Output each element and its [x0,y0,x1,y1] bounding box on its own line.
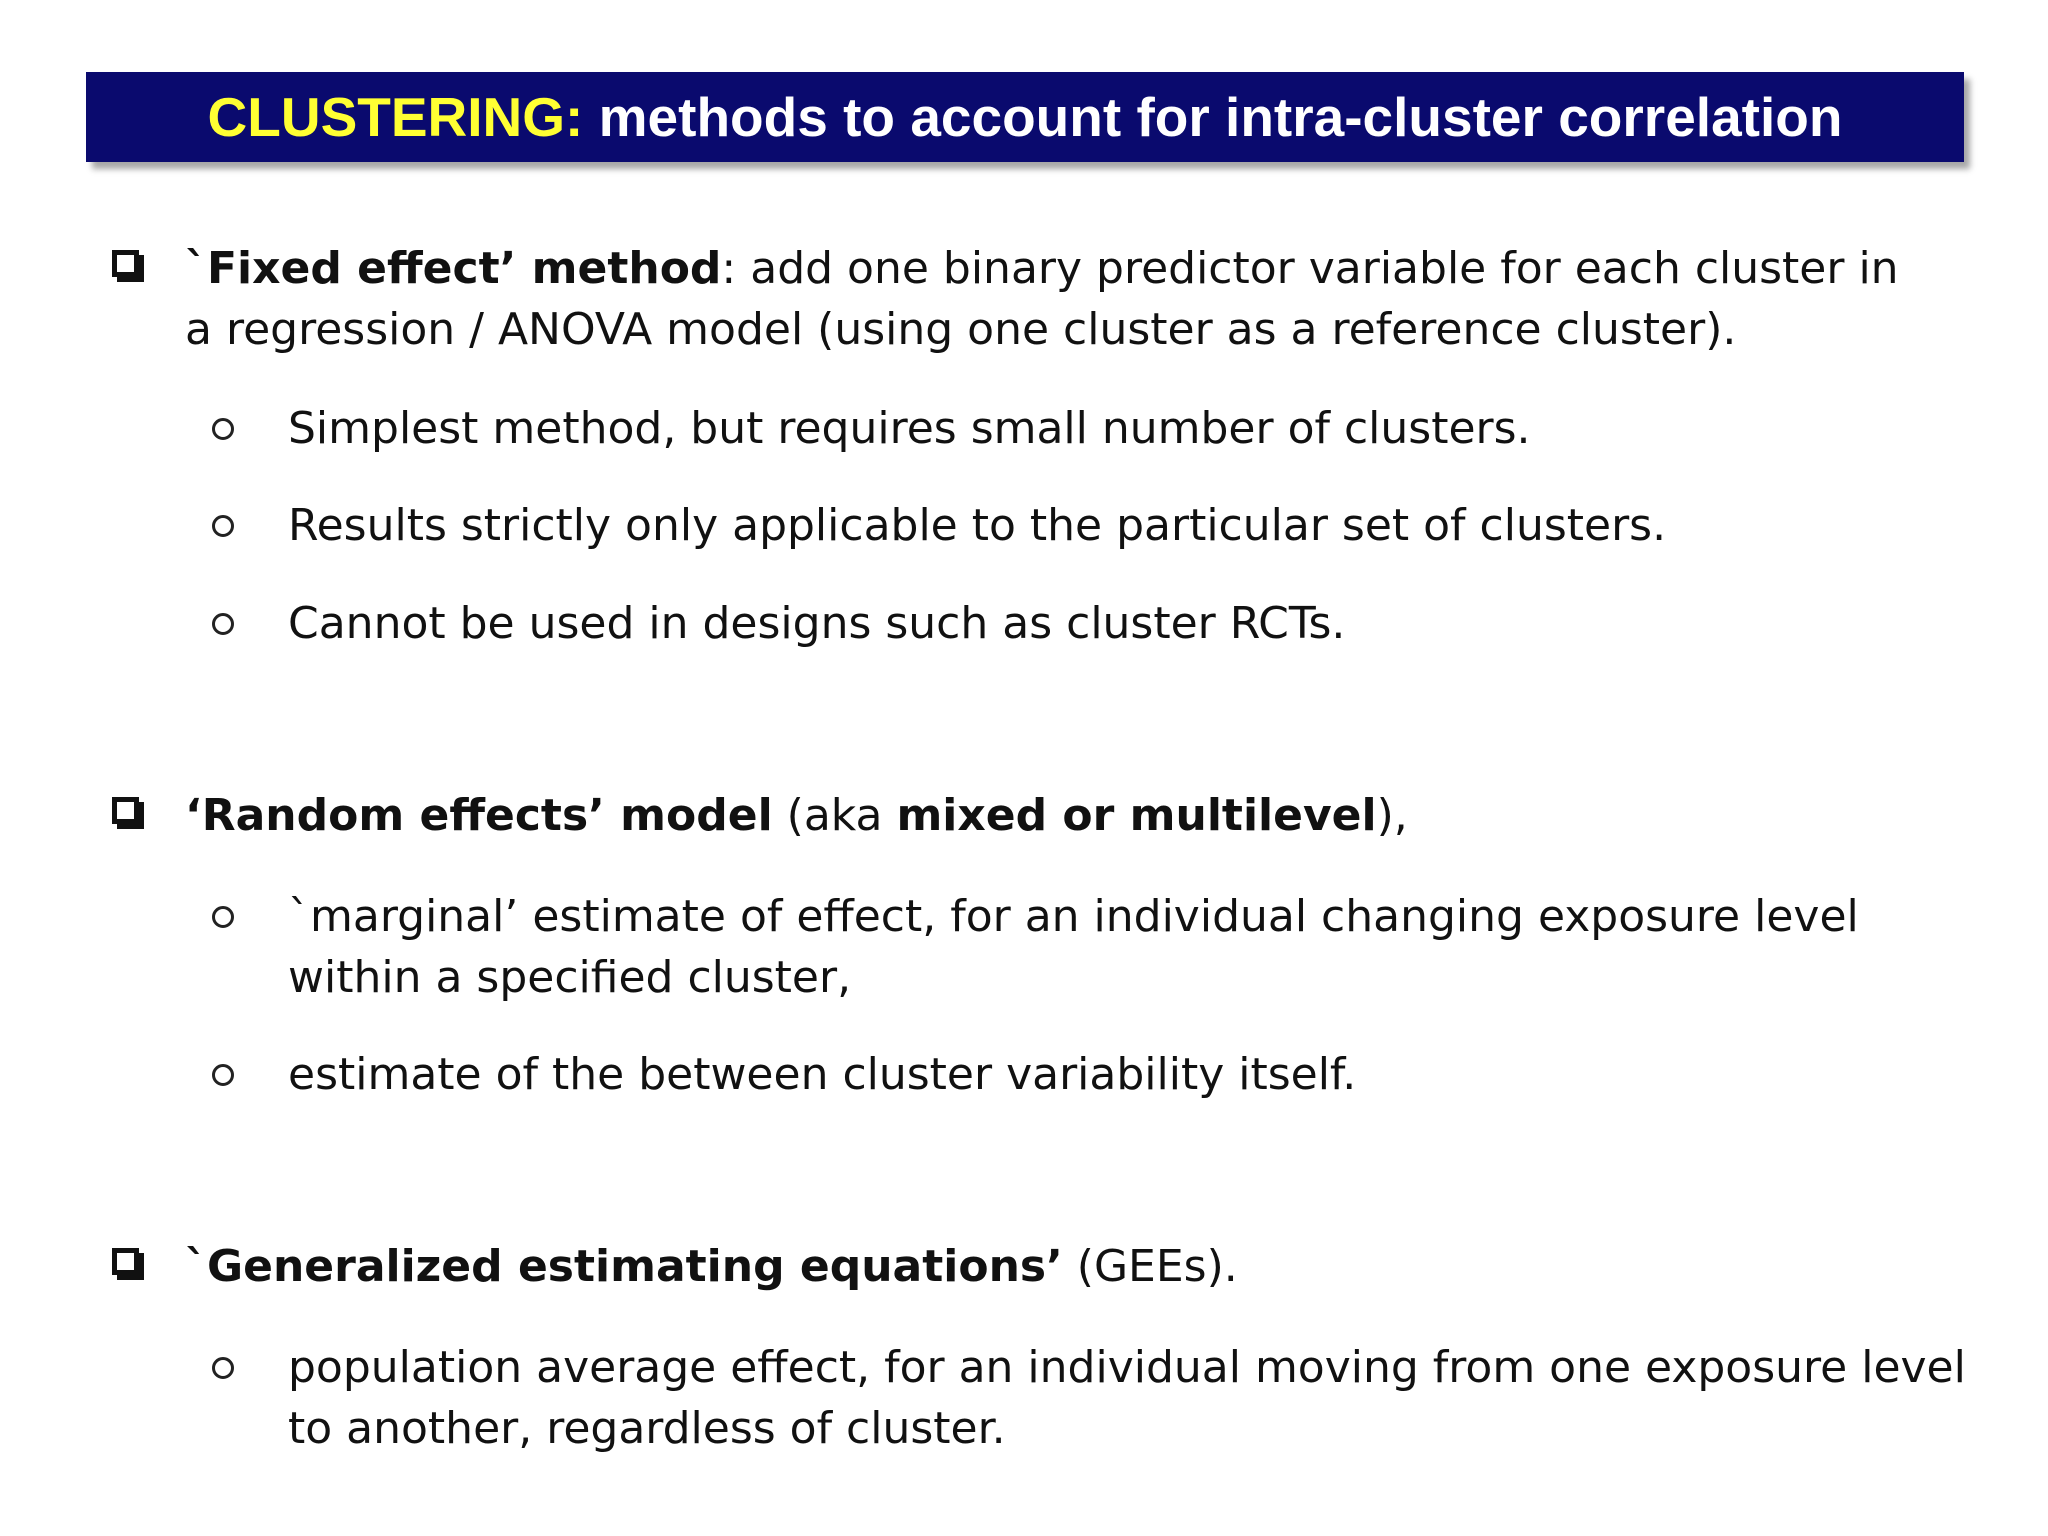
heading-text: (aka [772,790,897,841]
heading-bold: `Generalized estimating equations’ [185,1241,1063,1292]
title-keyword: CLUSTERING: [207,86,584,148]
checkbox-bullet-icon [112,797,139,824]
slide-title [86,72,1964,162]
heading-bold: `Fixed effect’ method [185,243,722,294]
bullet-item: population average effect, for an individual moving from one exposure level to another, regardless of cluster. [288,1342,1966,1454]
circle-bullet-icon [212,418,234,440]
bullet-item: Results strictly only applicable to the particular set of clusters. [288,500,1667,551]
heading-bold-2: mixed or multilevel [896,790,1377,841]
bullet-item: `marginal’ estimate of effect, for an individual changing exposure level within a specified cluster, [288,891,1859,1003]
circle-bullet-icon [212,906,234,928]
circle-bullet-icon [212,1357,234,1379]
bullet-item: Cannot be used in designs such as cluster RCTs. [288,598,1346,649]
heading-bold: ‘Random effects’ model [185,790,773,841]
bullet-item: Simplest method, but requires small number of clusters. [288,403,1531,454]
checkbox-bullet-icon [112,1248,139,1275]
bullet-item: estimate of the between cluster variability itself. [288,1049,1357,1100]
checkbox-bullet-icon [112,250,139,277]
circle-bullet-icon [212,613,234,635]
heading-text: : add one binary predictor variable for each cluster in a regression / ANOVA model (using one cluster as a reference cluster). [185,243,1899,355]
section-heading [185,1236,1935,1297]
section-heading [185,238,1935,360]
heading-text-end: ), [1376,790,1408,841]
title-text: methods to account for intra-cluster correlation [583,86,1843,148]
circle-bullet-icon [212,1064,234,1086]
heading-text: (GEEs). [1062,1241,1238,1292]
section-heading [185,785,1935,846]
circle-bullet-icon [212,515,234,537]
